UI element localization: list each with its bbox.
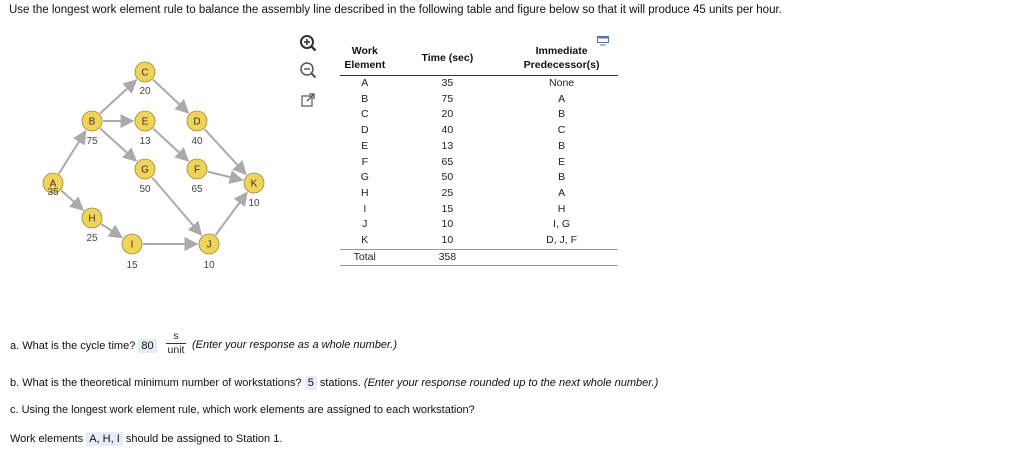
cell-element: C — [360, 108, 369, 121]
unit-fraction: s unit — [167, 330, 185, 356]
work-element-table — [340, 44, 618, 266]
table-row — [340, 92, 618, 108]
cell-time: 10 — [441, 234, 454, 247]
table-row — [340, 202, 618, 218]
cell-element: E — [361, 139, 369, 152]
cell-time: 50 — [441, 171, 454, 184]
cell-time: 35 — [441, 77, 454, 89]
question-a-hint: (Enter your response as a whole number.) — [192, 339, 398, 351]
node-label-A: A — [49, 178, 57, 190]
total-label: Total — [340, 249, 390, 266]
node-label-F: F — [193, 164, 201, 176]
edge-A-B — [59, 131, 86, 174]
node-time-E: 13 — [139, 136, 151, 147]
cell-pred: D, J, F — [546, 234, 578, 247]
total-value: 358 — [390, 249, 506, 266]
cell-pred: B — [558, 108, 566, 121]
zoom-in-icon[interactable] — [298, 33, 318, 53]
node-time-C: 20 — [139, 86, 151, 97]
cell-element: B — [361, 92, 369, 105]
cell-time: 15 — [441, 202, 454, 215]
table-row — [340, 155, 618, 171]
cycle-time-answer[interactable]: 80 — [138, 339, 156, 353]
cell-pred: I, G — [553, 218, 571, 231]
table-header-row — [340, 44, 618, 76]
cell-time: 25 — [441, 186, 454, 199]
node-time-B: 75 — [86, 136, 98, 147]
precedence-diagram — [0, 0, 330, 300]
node-label-G: G — [141, 164, 149, 176]
node-label-C: C — [141, 67, 149, 79]
header-work-element: Work Element — [344, 45, 386, 71]
cell-element: H — [360, 186, 369, 199]
cell-pred: C — [557, 124, 566, 137]
node-label-H: H — [88, 213, 96, 225]
edge-B-G — [100, 128, 136, 161]
edge-B-C — [100, 80, 136, 113]
question-c: c. Using the longest work element rule, which work elements are assigned to each workstation? — [10, 404, 475, 416]
total-empty — [505, 249, 618, 266]
edge-E-F — [153, 128, 188, 160]
table-row — [340, 123, 618, 139]
cell-time: 20 — [441, 108, 454, 121]
cell-pred: E — [558, 155, 566, 168]
cell-pred: None — [549, 77, 575, 89]
node-time-J: 10 — [203, 260, 215, 271]
cell-element: A — [361, 77, 369, 89]
cell-time: 75 — [441, 92, 454, 105]
table-row — [340, 139, 618, 155]
table-total-row — [340, 249, 618, 266]
table-row — [340, 217, 618, 233]
node-time-G: 50 — [139, 184, 151, 195]
cell-element: I — [363, 202, 367, 215]
node-label-D: D — [193, 116, 201, 128]
question-prompt: Use the longest work element rule to balance the assembly line described in the following table and figure below so that it will produce 45 units per hour. — [9, 4, 782, 16]
edge-A-H — [61, 190, 83, 210]
edge-J-K — [216, 193, 247, 235]
cell-pred: B — [558, 139, 566, 152]
node-time-A: 35 — [47, 187, 59, 198]
cell-element: K — [361, 234, 369, 247]
cell-element: G — [360, 171, 369, 184]
table-row — [340, 186, 618, 202]
edge-C-D — [153, 80, 188, 113]
open-new-window-icon[interactable] — [298, 90, 318, 110]
cell-pred: A — [558, 92, 566, 105]
table-row — [340, 170, 618, 186]
cell-time: 65 — [441, 155, 454, 168]
node-time-F: 65 — [191, 184, 203, 195]
node-label-I: I — [130, 239, 134, 251]
edge-D-K — [204, 129, 245, 174]
cell-element: J — [362, 218, 368, 231]
header-predecessors: Immediate Predecessor(s) — [523, 45, 600, 71]
header-time: Time (sec) — [421, 52, 474, 64]
node-label-J: J — [206, 239, 212, 251]
zoom-out-icon[interactable] — [298, 60, 318, 80]
workstations-answer[interactable]: 5 — [305, 376, 317, 390]
node-time-K: 10 — [248, 198, 260, 209]
node-label-K: K — [250, 178, 258, 190]
cell-time: 40 — [441, 124, 454, 137]
station-1-answer[interactable]: A, H, I — [86, 432, 123, 446]
node-label-E: E — [141, 116, 149, 128]
node-time-I: 15 — [126, 260, 138, 271]
node-label-B: B — [88, 116, 96, 128]
question-a: a. What is the cycle time? 80 — [10, 339, 157, 353]
table-row — [340, 76, 618, 92]
node-time-D: 40 — [191, 136, 203, 147]
table-row — [340, 107, 618, 123]
cell-time: 10 — [441, 218, 454, 231]
station-assignment: Work elements A, H, I should be assigned to Station 1. — [10, 433, 283, 445]
cell-pred: H — [557, 202, 566, 215]
edge-H-I — [101, 224, 122, 237]
cell-time: 13 — [441, 139, 454, 152]
cell-element: F — [361, 155, 368, 168]
node-time-H: 25 — [86, 233, 98, 244]
cell-pred: A — [558, 186, 566, 199]
cell-pred: B — [558, 171, 566, 184]
table-row — [340, 233, 618, 249]
cell-element: D — [360, 124, 369, 137]
question-b: b. What is the theoretical minimum number of workstations? 5 stations. (Enter your response rounded up to the next whole number.) — [10, 377, 659, 389]
edge-F-K — [208, 172, 243, 181]
